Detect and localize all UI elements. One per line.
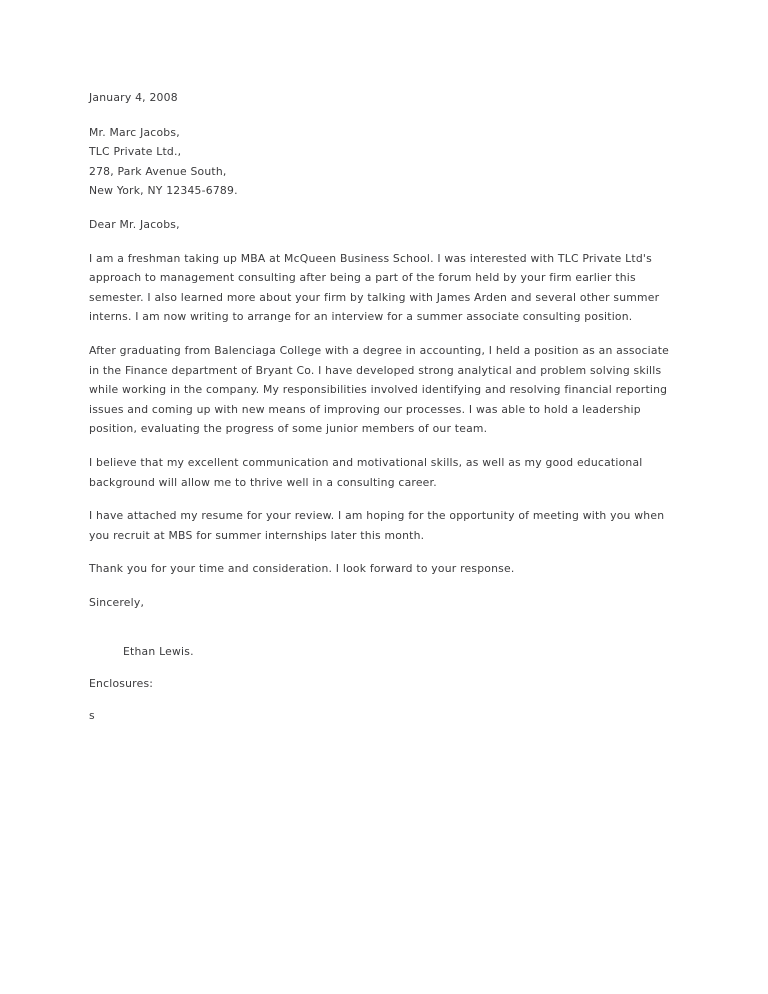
letter-date: January 4, 2008	[89, 91, 178, 104]
recipient-company: TLC Private Ltd.,	[89, 145, 182, 159]
body-paragraph-4: I have attached my resume for your review. I am hoping for the opportunity of meeting with you when you recruit at MBS for summer internships later this month.	[89, 509, 668, 542]
signature-space	[89, 612, 678, 642]
signature-name: Ethan Lewis.	[123, 645, 194, 659]
recipient-name: Mr. Marc Jacobs,	[89, 125, 180, 139]
recipient-street: 278, Park Avenue South,	[89, 164, 227, 178]
body-paragraph-2: After graduating from Balenciaga College with a degree in accounting, I held a position as an associate in the Finance department of Bryant Co. I have developed strong analytical and problem solving skills while working in the company. My responsibilities involved identifying and resolving financial reporting issues and coming up with new means of improving our processes. I was able to hold a leadership position, evaluating the progress of some junior members of our team.	[89, 343, 673, 436]
spacer-paragraph-3	[89, 492, 678, 506]
enclosures-item: s	[89, 708, 95, 722]
recipient-address-block	[89, 123, 678, 201]
spacer-after-salutation	[89, 235, 678, 249]
spacer-before-enclosures-item	[89, 694, 678, 706]
spacer-paragraph-4	[89, 545, 678, 559]
spacer-paragraph-1	[89, 327, 678, 341]
spacer-paragraph-2	[89, 439, 678, 453]
letter-body	[89, 88, 678, 725]
spacer-before-closing	[89, 579, 678, 593]
spacer-before-enclosures	[89, 662, 678, 674]
recipient-city-state-zip: New York, NY 12345-6789.	[89, 184, 238, 198]
spacer-after-address	[89, 201, 678, 215]
spacer-after-date	[89, 108, 678, 123]
body-paragraph-3: I believe that my excellent communication and motivational skills, as well as my good educational background will allow me to thrive well in a consulting career.	[89, 455, 647, 489]
body-paragraph-1: I am a freshman taking up MBA at McQueen Business School. I was interested with TLC Private Ltd's approach to management consulting after being a part of the forum held by your firm earlier this semester. I also learned more about your firm by talking with James Arden and several other summer interns. I am now writing to arrange for an interview for a summer associate consulting position.	[89, 251, 663, 324]
closing: Sincerely,	[89, 595, 145, 609]
salutation: Dear Mr. Jacobs,	[89, 217, 180, 231]
enclosures-label: Enclosures:	[89, 677, 154, 691]
body-paragraph-5: Thank you for your time and consideration. I look forward to your response.	[89, 562, 515, 576]
